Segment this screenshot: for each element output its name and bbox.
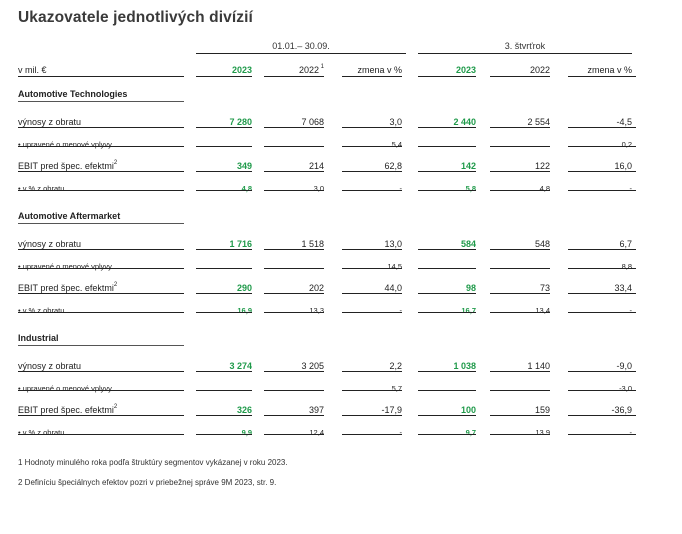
section-1-row-2-col-3: 5,4 — [391, 140, 402, 149]
section-1-title: Automotive Technologies — [18, 89, 128, 99]
section-2-title: Automotive Aftermarket — [18, 211, 121, 221]
section-1-row-4-rule-col-6 — [568, 190, 636, 191]
section-2-row-4-rule-col-2 — [264, 312, 324, 313]
section-1-row-1-rule-label — [18, 127, 184, 128]
section-1-row-1-rule-col-2 — [264, 127, 324, 128]
section-1-row-3-rule-col-2 — [264, 171, 324, 172]
section-2-row-3-rule-col-6 — [568, 293, 636, 294]
section-1-row-1-rule-col-6 — [568, 127, 636, 128]
section-2-row-4-col-3: - — [399, 306, 402, 315]
header-rule-col-1 — [196, 76, 252, 77]
section-3-row-4-rule-col-4 — [418, 434, 476, 435]
section-3-row-2-col-3: 5,7 — [391, 384, 402, 393]
section-3-row-1-rule-col-5 — [490, 371, 550, 372]
unit-label: v mil. € — [18, 65, 47, 75]
section-1-row-2-rule-col-2 — [264, 146, 324, 147]
section-2-row-1-col-3: 13,0 — [384, 239, 402, 249]
section-3-row-3-rule-col-6 — [568, 415, 636, 416]
section-3-row-4-col-6: - — [629, 428, 632, 437]
section-3-row-1-col-6: -9,0 — [616, 361, 632, 371]
section-2-row-2-rule-col-5 — [490, 268, 550, 269]
section-2-row-4-rule-col-1 — [196, 312, 252, 313]
section-1-row-4-rule-col-2 — [264, 190, 324, 191]
section-1-row-4-col-6: - — [629, 184, 632, 193]
section-2-row-2-rule-col-2 — [264, 268, 324, 269]
section-1-row-3-rule-col-1 — [196, 171, 252, 172]
section-2-row-2-rule-col-3 — [342, 268, 402, 269]
section-2-row-1-rule-col-5 — [490, 249, 550, 250]
section-2-row-3-rule-col-2 — [264, 293, 324, 294]
section-1-row-1-col-2: 7 068 — [301, 117, 324, 127]
section-3-row-3-col-6: -36,9 — [611, 405, 632, 415]
section-3-row-4-col-1: 9,9 — [241, 428, 252, 437]
section-1-row-1-rule-col-3 — [342, 127, 402, 128]
section-2-row-2-rule-label — [18, 268, 184, 269]
section-1-row-3-col-1: 349 — [236, 161, 252, 171]
section-3-row-3-col-1: 326 — [236, 405, 252, 415]
section-1-row-2-rule-col-4 — [418, 146, 476, 147]
header-col-2: 2022 $^1$ — [298, 64, 324, 75]
section-3-row-2-rule-col-4 — [418, 390, 476, 391]
section-2-row-3-rule-col-5 — [490, 293, 550, 294]
section-1-row-3-label: EBIT pred špec. efektmi$^2$ — [18, 160, 118, 171]
section-2-row-4-col-2: 13,3 — [309, 306, 324, 315]
section-1-row-3-rule-col-6 — [568, 171, 636, 172]
section-2-row-1-rule-label — [18, 249, 184, 250]
section-1-row-1-rule-col-5 — [490, 127, 550, 128]
section-2-row-1-col-4: 584 — [460, 239, 476, 249]
section-3-row-4-col-5: 13.9 — [535, 428, 550, 437]
section-2-row-2-col-3: 14,5 — [387, 262, 402, 271]
section-3-row-1-rule-col-2 — [264, 371, 324, 372]
section-3-row-4-rule-col-5 — [490, 434, 550, 435]
section-2-row-4-col-5: 13,4 — [535, 306, 550, 315]
section-2-row-2-label: • upravené o menové vplyvy — [18, 262, 112, 271]
section-1-title-rule — [18, 101, 184, 102]
section-1-row-3-col-3: 62,8 — [384, 161, 402, 171]
section-3-row-2-label: • upravené o menové vplyvy — [18, 384, 112, 393]
section-3-row-4-rule-col-2 — [264, 434, 324, 435]
section-2-row-2-rule-col-1 — [196, 268, 252, 269]
section-3-row-1-col-4: 1 038 — [453, 361, 476, 371]
header-footnote-ref: 1 — [318, 64, 324, 70]
section-3-row-4-label: • v % z obratu — [18, 428, 65, 437]
section-2-row-1-col-5: 548 — [534, 239, 550, 249]
section-1-row-2-rule-col-3 — [342, 146, 402, 147]
section-2-row-1-rule-col-3 — [342, 249, 402, 250]
section-3-row-4-rule-col-3 — [342, 434, 402, 435]
section-2-row-4-rule-col-6 — [568, 312, 636, 313]
header-rule-col-3 — [342, 76, 402, 77]
section-2-row-3-footnote-ref: 2 — [113, 282, 118, 288]
section-1-row-1-col-3: 3,0 — [389, 117, 402, 127]
section-2-row-1-rule-col-1 — [196, 249, 252, 250]
section-2-row-4-rule-col-3 — [342, 312, 402, 313]
section-3-row-2-rule-label — [18, 390, 184, 391]
section-2-row-3-col-3: 44,0 — [384, 283, 402, 293]
section-3-row-3-rule-col-2 — [264, 415, 324, 416]
header-rule-col-5 — [490, 76, 550, 77]
section-2-row-1-rule-col-2 — [264, 249, 324, 250]
section-3-row-1-rule-col-6 — [568, 371, 636, 372]
section-2-row-4-col-4: 16,7 — [461, 306, 476, 315]
section-3-row-3-rule-label — [18, 415, 184, 416]
section-1-row-4-rule-label — [18, 190, 184, 191]
group-header-quarter-rule — [418, 53, 632, 54]
section-2-title-rule — [18, 223, 184, 224]
section-2-row-1-rule-col-6 — [568, 249, 636, 250]
section-1-row-2-col-6: 0,2 — [621, 140, 632, 149]
section-1-row-4-col-3: - — [399, 184, 402, 193]
section-3-row-3-col-5: 159 — [534, 405, 550, 415]
section-2-row-3-rule-col-3 — [342, 293, 402, 294]
section-2-row-1-rule-col-4 — [418, 249, 476, 250]
section-1-row-2-rule-col-5 — [490, 146, 550, 147]
section-1-row-2-rule-col-1 — [196, 146, 252, 147]
section-2-row-4-rule-label — [18, 312, 184, 313]
section-2-row-1-col-1: 1 716 — [229, 239, 252, 249]
section-2-row-3-rule-col-4 — [418, 293, 476, 294]
section-1-row-1-rule-col-4 — [418, 127, 476, 128]
section-1-row-4-rule-col-5 — [490, 190, 550, 191]
header-rule-col-6 — [568, 76, 636, 77]
section-2-row-2-col-6: 8,8 — [621, 262, 632, 271]
header-rule-label — [18, 76, 184, 77]
section-1-row-1-label: výnosy z obratu — [18, 117, 82, 127]
section-1-row-4-rule-col-4 — [418, 190, 476, 191]
section-1-row-3-rule-col-4 — [418, 171, 476, 172]
section-2-row-3-col-2: 202 — [308, 283, 324, 293]
page-title: Ukazovatele jednotlivých divízií — [18, 9, 253, 26]
footnote-2: 2 Definíciu špeciálnych efektov pozri v priebežnej správe 9M 2023, str. 9. — [18, 478, 277, 487]
header-col-6: zmena v % — [587, 65, 632, 75]
group-header-period: 01.01.– 30.09. — [272, 41, 330, 51]
section-3-row-1-rule-col-3 — [342, 371, 402, 372]
section-2-row-1-col-2: 1 518 — [301, 239, 324, 249]
section-3-row-3-col-4: 100 — [460, 405, 476, 415]
section-2-row-4-col-6: - — [629, 306, 632, 315]
header-col-3: zmena v % — [357, 65, 402, 75]
section-3-row-3-footnote-ref: 2 — [113, 404, 118, 410]
section-2-row-3-col-5: 73 — [539, 283, 550, 293]
section-1-row-4-col-1: 4,8 — [241, 184, 252, 193]
section-1-row-4-col-5: 4,8 — [539, 184, 550, 193]
section-1-row-3-footnote-ref: 2 — [113, 160, 118, 166]
section-2-row-3-col-4: 98 — [465, 283, 476, 293]
section-1-row-3-col-5: 122 — [534, 161, 550, 171]
header-rule-col-2 — [264, 76, 324, 77]
section-3-row-3-col-3: -17,9 — [381, 405, 402, 415]
header-col-1: 2023 — [231, 65, 252, 75]
section-3-row-1-rule-col-4 — [418, 371, 476, 372]
section-3-row-4-rule-col-1 — [196, 434, 252, 435]
section-2-row-4-rule-col-4 — [418, 312, 476, 313]
section-2-row-2-rule-col-6 — [568, 268, 636, 269]
section-1-row-1-col-1: 7 280 — [229, 117, 252, 127]
section-1-row-1-col-6: -4,5 — [616, 117, 632, 127]
section-3-row-1-col-1: 3 274 — [229, 361, 252, 371]
section-1-row-3-col-4: 142 — [460, 161, 476, 171]
section-3-title: Industrial — [18, 333, 59, 343]
section-2-row-4-label: • v % z obratu — [18, 306, 65, 315]
section-3-row-2-rule-col-2 — [264, 390, 324, 391]
section-3-row-3-col-2: 397 — [308, 405, 324, 415]
group-header-period-rule — [196, 53, 406, 54]
section-1-row-1-rule-col-1 — [196, 127, 252, 128]
section-1-row-1-col-5: 2 554 — [527, 117, 550, 127]
section-1-row-3-col-6: 16,0 — [614, 161, 632, 171]
section-2-row-1-col-6: 6,7 — [619, 239, 632, 249]
section-3-row-1-rule-col-1 — [196, 371, 252, 372]
section-1-row-4-rule-col-3 — [342, 190, 402, 191]
section-2-row-4-col-1: 16,9 — [237, 306, 252, 315]
section-1-row-4-col-4: 5,8 — [465, 184, 476, 193]
section-2-row-3-label: EBIT pred špec. efektmi$^2$ — [18, 282, 118, 293]
section-3-title-rule — [18, 345, 184, 346]
section-3-row-2-rule-col-3 — [342, 390, 402, 391]
section-1-row-3-col-2: 214 — [308, 161, 324, 171]
section-3-row-3-label: EBIT pred špec. efektmi$^2$ — [18, 404, 118, 415]
section-3-row-1-rule-label — [18, 371, 184, 372]
section-3-row-2-col-6: -3,0 — [619, 384, 632, 393]
section-2-row-2-rule-col-4 — [418, 268, 476, 269]
section-2-row-3-rule-label — [18, 293, 184, 294]
group-header-quarter: 3. štvrťrok — [504, 41, 546, 51]
section-2-row-4-rule-col-5 — [490, 312, 550, 313]
section-3-row-3-rule-col-4 — [418, 415, 476, 416]
section-3-row-3-rule-col-5 — [490, 415, 550, 416]
section-1-row-2-rule-label — [18, 146, 184, 147]
header-rule-col-4 — [418, 76, 476, 77]
section-3-row-2-rule-col-1 — [196, 390, 252, 391]
section-2-row-3-col-1: 290 — [236, 283, 252, 293]
section-3-row-4-col-3: - — [399, 428, 402, 437]
section-3-row-3-rule-col-1 — [196, 415, 252, 416]
section-1-row-3-rule-label — [18, 171, 184, 172]
section-3-row-4-col-4: 9,7 — [465, 428, 476, 437]
section-3-row-3-rule-col-3 — [342, 415, 402, 416]
section-2-row-1-label: výnosy z obratu — [18, 239, 82, 249]
header-col-5: 2022 — [529, 65, 550, 75]
footnote-1: 1 Hodnoty minulého roka podľa štruktúry segmentov vykázanej v roku 2023. — [18, 458, 288, 467]
section-3-row-2-rule-col-6 — [568, 390, 636, 391]
section-1-row-3-rule-col-5 — [490, 171, 550, 172]
section-3-row-1-col-5: 1 140 — [527, 361, 550, 371]
section-3-row-1-col-2: 3 205 — [301, 361, 324, 371]
section-1-row-1-col-4: 2 440 — [453, 117, 476, 127]
section-2-row-3-rule-col-1 — [196, 293, 252, 294]
section-3-row-4-rule-col-6 — [568, 434, 636, 435]
section-2-row-3-col-6: 33,4 — [614, 283, 632, 293]
section-1-row-4-label: • v % z obratu — [18, 184, 65, 193]
section-3-row-1-label: výnosy z obratu — [18, 361, 82, 371]
section-1-row-3-rule-col-3 — [342, 171, 402, 172]
section-3-row-4-col-2: 12,4 — [309, 428, 324, 437]
section-1-row-2-rule-col-6 — [568, 146, 636, 147]
section-3-row-2-rule-col-5 — [490, 390, 550, 391]
section-1-row-4-col-2: 3,0 — [313, 184, 324, 193]
section-3-row-4-rule-label — [18, 434, 184, 435]
section-1-row-4-rule-col-1 — [196, 190, 252, 191]
header-col-4: 2023 — [455, 65, 476, 75]
section-3-row-1-col-3: 2,2 — [389, 361, 402, 371]
section-1-row-2-label: • upravené o menové vplyvy — [18, 140, 112, 149]
